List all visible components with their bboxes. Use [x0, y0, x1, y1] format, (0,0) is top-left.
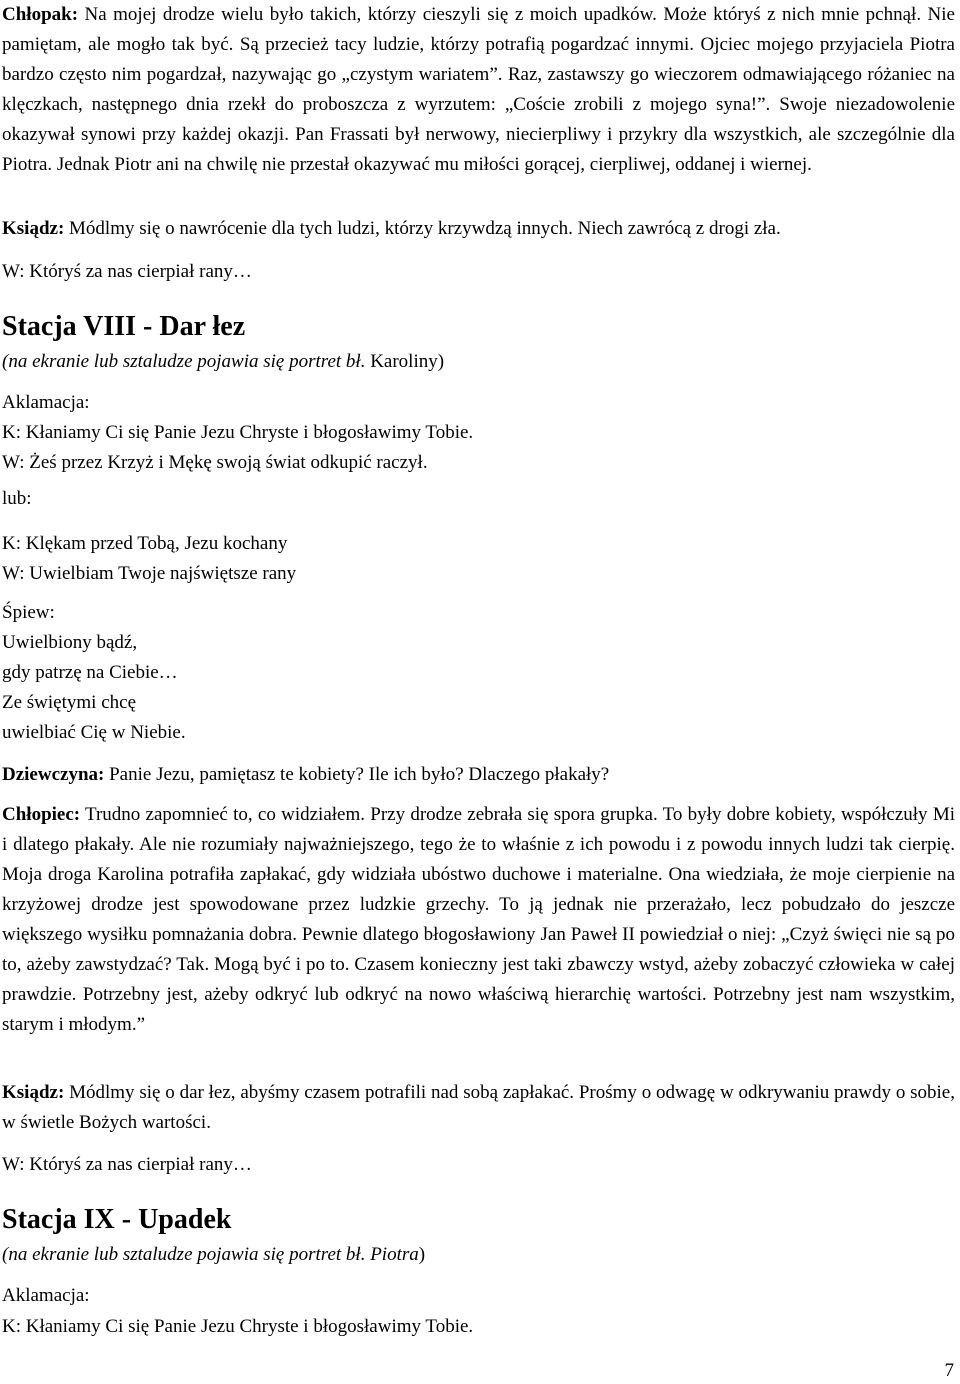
speaker-label: Ksiądz:	[2, 1082, 65, 1103]
station-viii-title: Stacja VIII - Dar łez	[2, 311, 246, 342]
k-line: K: Kłaniamy Ci się Panie Jezu Chryste i błogosławimy Tobie.	[2, 422, 474, 443]
speaker-label: Dziewczyna:	[2, 764, 105, 785]
speaker-label: Chłopiec:	[2, 804, 81, 825]
paragraph-priest-tears	[2, 1078, 955, 1138]
response-line: W: Któryś za nas cierpiał rany…	[2, 261, 252, 282]
k-line: K: Kłaniamy Ci się Panie Jezu Chryste i błogosławimy Tobie.	[2, 1316, 474, 1337]
paragraph-text: Módlmy się o nawrócenie dla tych ludzi, którzy krzywdzą innych. Niech zawrócą z drogi zła.	[64, 218, 781, 239]
paragraph-text: Panie Jezu, pamiętasz te kobiety? Ile ich było? Dlaczego płakały?	[104, 764, 610, 785]
w-alt-line: W: Uwielbiam Twoje najświętsze rany	[2, 563, 297, 584]
paragraph-girl	[2, 760, 955, 790]
paragraph-text: Na mojej drodze wielu było takich, którzy cieszyli się z moich upadków. Może któryś z nich mnie pchnął. Nie pamiętam, ale mogło tak być. Są przecież tacy ludzie, którzy potrafią pogardzać innymi. Ojciec mojego przyjaciela Piotra bardzo często nim pogardzał, nazywając go „czystym wariatem”. Raz, zastawszy go wieczorem odmawiającego różaniec na klęczkach, następnego dnia rzekł do proboszcza z wyrzutem: „Coście zrobili z mojego syna!”. Swoje niezadowolenie okazywał synowi przy każdej okazji. Pan Frassati był nerwowy, niecierpliwy i przykry dla wszystkich, ale szczególnie dla Piotra. Jednak Piotr ani na chwilę nie przestał okazywać mu miłości gorącej, cierpliwej, oddanej i wiernej.	[2, 4, 955, 175]
paragraph-priest-prayer	[2, 214, 955, 244]
speaker-label: Ksiądz:	[2, 218, 65, 239]
note-italic: (na ekranie lub sztaludze pojawia się portret bł.	[2, 351, 366, 372]
station-ix-note	[2, 1240, 955, 1270]
song-line: gdy patrzę na Ciebie…	[2, 662, 178, 683]
acclamation-label: Aklamacja:	[2, 1285, 90, 1306]
paragraph-boy-frassati	[2, 0, 955, 180]
station-viii-note	[2, 347, 955, 377]
note-italic: (na ekranie lub sztaludze pojawia się portret bł. Piotra	[2, 1244, 419, 1265]
paragraph-text: Módlmy się o dar łez, abyśmy czasem potrafili nad sobą zapłakać. Prośmy o odwagę w odkrywaniu prawdy o sobie, w świetle Bożych wartości.	[2, 1082, 955, 1133]
station-ix-title: Stacja IX - Upadek	[2, 1204, 232, 1235]
page-number: 7	[944, 1360, 954, 1381]
song-line: uwielbiać Cię w Niebie.	[2, 722, 186, 743]
acclamation-label: Aklamacja:	[2, 392, 90, 413]
response-line: W: Któryś za nas cierpiał rany…	[2, 1154, 252, 1175]
speaker-label: Chłopak:	[2, 4, 79, 25]
w-line: W: Żeś przez Krzyż i Mękę swoją świat odkupić raczył.	[2, 452, 428, 473]
song-line: Uwielbiony bądź,	[2, 632, 138, 653]
paragraph-text: Trudno zapomnieć to, co widziałem. Przy drodze zebrała się spora grupka. To były dobre kobiety, współczuły Mi i dlatego płakały. Ale nie rozumiały najważniejszego, tego że to właśnie z ich powodu i z powodu innych ludzi tak cierpię. Moja droga Karolina potrafiła zapłakać, gdy widziała ubóstwo duchowe i materialne. Ona wiedziała, że moje cierpienie na krzyżowej drodze jest spowodowane przez ludzkie grzechy. To ją jednak nie przerażało, lecz pobudzało do jeszcze większego wysiłku pomnażania dobra. Pewnie dlatego błogosławiony Jan Paweł II powiedział o niej: „Czyż święci nie są po to, ażeby zawstydzać? Tak. Mogą być i po to. Czasem konieczny jest taki zbawczy wstyd, ażeby zobaczyć człowieka w całej prawdzie. Potrzebny jest, ażeby odkryć lub odkryć na nowo właściwą hierarchię wartości. Potrzebny jest nam wszystkim, starym i młodym.”	[2, 804, 955, 1035]
note-rest: Karoliny)	[365, 351, 445, 372]
song-label: Śpiew:	[2, 602, 55, 623]
note-rest: )	[418, 1244, 426, 1265]
k-alt-line: K: Klękam przed Tobą, Jezu kochany	[2, 533, 288, 554]
paragraph-boy-karolina	[2, 800, 955, 1040]
or-label: lub:	[2, 488, 32, 509]
song-line: Ze świętymi chcę	[2, 692, 137, 713]
